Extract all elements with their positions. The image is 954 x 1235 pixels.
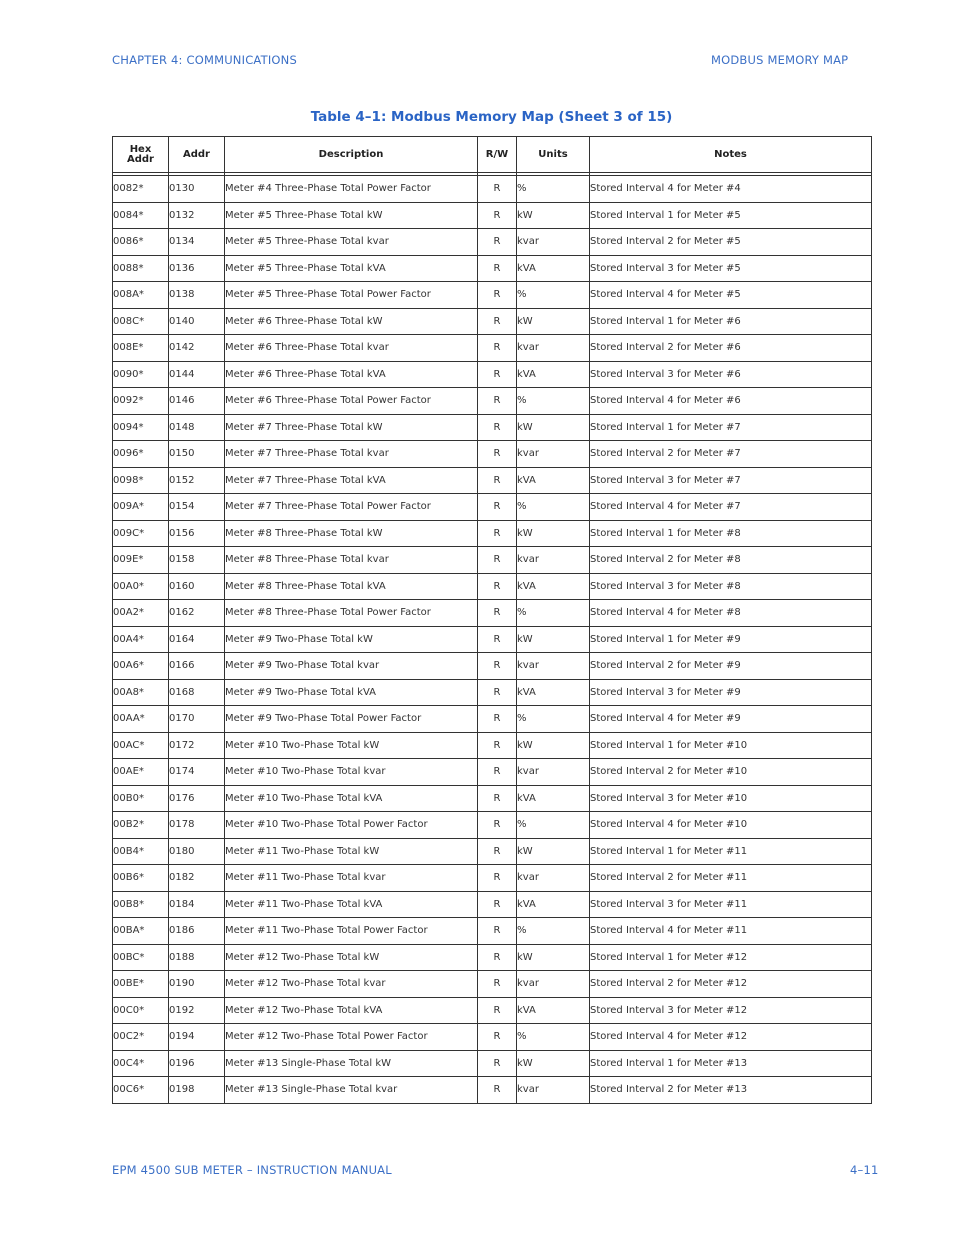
cell-hex-addr: 00B8* bbox=[113, 891, 169, 918]
table-row bbox=[113, 388, 872, 415]
cell-rw: R bbox=[478, 467, 517, 494]
table-row bbox=[113, 335, 872, 362]
cell-hex-addr: 0094* bbox=[113, 414, 169, 441]
cell-hex-addr: 00B6* bbox=[113, 865, 169, 892]
table-row bbox=[113, 1050, 872, 1077]
cell-units: kvar bbox=[517, 865, 590, 892]
cell-hex-addr: 0088* bbox=[113, 255, 169, 282]
cell-description: Meter #8 Three-Phase Total Power Factor bbox=[225, 600, 478, 627]
cell-rw: R bbox=[478, 997, 517, 1024]
cell-hex-addr: 00C4* bbox=[113, 1050, 169, 1077]
cell-hex-addr: 0082* bbox=[113, 176, 169, 203]
cell-description: Meter #8 Three-Phase Total kVA bbox=[225, 573, 478, 600]
cell-rw: R bbox=[478, 335, 517, 362]
cell-rw: R bbox=[478, 202, 517, 229]
cell-notes: Stored Interval 3 for Meter #10 bbox=[590, 785, 872, 812]
cell-description: Meter #5 Three-Phase Total kvar bbox=[225, 229, 478, 256]
cell-notes: Stored Interval 1 for Meter #10 bbox=[590, 732, 872, 759]
cell-addr: 0148 bbox=[169, 414, 225, 441]
table-row bbox=[113, 282, 872, 309]
cell-notes: Stored Interval 3 for Meter #9 bbox=[590, 679, 872, 706]
table-row bbox=[113, 706, 872, 733]
cell-rw: R bbox=[478, 626, 517, 653]
table-row bbox=[113, 176, 872, 203]
modbus-memory-map-table bbox=[112, 136, 872, 1104]
cell-description: Meter #13 Single-Phase Total kvar bbox=[225, 1077, 478, 1104]
running-header-chapter: CHAPTER 4: COMMUNICATIONS bbox=[112, 53, 297, 67]
cell-description: Meter #7 Three-Phase Total Power Factor bbox=[225, 494, 478, 521]
cell-units: kVA bbox=[517, 785, 590, 812]
cell-hex-addr: 0092* bbox=[113, 388, 169, 415]
cell-addr: 0130 bbox=[169, 176, 225, 203]
cell-addr: 0178 bbox=[169, 812, 225, 839]
cell-hex-addr: 009C* bbox=[113, 520, 169, 547]
cell-units: kW bbox=[517, 838, 590, 865]
cell-units: % bbox=[517, 706, 590, 733]
cell-addr: 0172 bbox=[169, 732, 225, 759]
cell-notes: Stored Interval 4 for Meter #7 bbox=[590, 494, 872, 521]
cell-units: kW bbox=[517, 732, 590, 759]
cell-rw: R bbox=[478, 547, 517, 574]
cell-units: % bbox=[517, 600, 590, 627]
cell-rw: R bbox=[478, 759, 517, 786]
cell-hex-addr: 00BA* bbox=[113, 918, 169, 945]
cell-hex-addr: 009E* bbox=[113, 547, 169, 574]
cell-description: Meter #10 Two-Phase Total Power Factor bbox=[225, 812, 478, 839]
cell-description: Meter #13 Single-Phase Total kW bbox=[225, 1050, 478, 1077]
cell-addr: 0190 bbox=[169, 971, 225, 998]
cell-description: Meter #12 Two-Phase Total kVA bbox=[225, 997, 478, 1024]
cell-units: kvar bbox=[517, 1077, 590, 1104]
cell-notes: Stored Interval 2 for Meter #9 bbox=[590, 653, 872, 680]
table-row bbox=[113, 441, 872, 468]
cell-hex-addr: 00B4* bbox=[113, 838, 169, 865]
cell-hex-addr: 00BC* bbox=[113, 944, 169, 971]
cell-notes: Stored Interval 4 for Meter #8 bbox=[590, 600, 872, 627]
cell-rw: R bbox=[478, 891, 517, 918]
cell-units: kvar bbox=[517, 653, 590, 680]
table-row bbox=[113, 971, 872, 998]
cell-addr: 0192 bbox=[169, 997, 225, 1024]
cell-notes: Stored Interval 1 for Meter #7 bbox=[590, 414, 872, 441]
table-row bbox=[113, 1077, 872, 1104]
cell-hex-addr: 00AA* bbox=[113, 706, 169, 733]
cell-hex-addr: 009A* bbox=[113, 494, 169, 521]
cell-rw: R bbox=[478, 600, 517, 627]
cell-description: Meter #12 Two-Phase Total kvar bbox=[225, 971, 478, 998]
cell-hex-addr: 008A* bbox=[113, 282, 169, 309]
cell-hex-addr: 00A0* bbox=[113, 573, 169, 600]
cell-notes: Stored Interval 1 for Meter #8 bbox=[590, 520, 872, 547]
cell-notes: Stored Interval 2 for Meter #12 bbox=[590, 971, 872, 998]
cell-units: kW bbox=[517, 414, 590, 441]
column-header-description: Description bbox=[225, 137, 478, 173]
cell-hex-addr: 00C0* bbox=[113, 997, 169, 1024]
cell-rw: R bbox=[478, 706, 517, 733]
cell-notes: Stored Interval 2 for Meter #6 bbox=[590, 335, 872, 362]
cell-units: kvar bbox=[517, 441, 590, 468]
cell-hex-addr: 00AC* bbox=[113, 732, 169, 759]
cell-description: Meter #5 Three-Phase Total kVA bbox=[225, 255, 478, 282]
cell-addr: 0184 bbox=[169, 891, 225, 918]
cell-addr: 0146 bbox=[169, 388, 225, 415]
cell-units: kvar bbox=[517, 971, 590, 998]
cell-description: Meter #7 Three-Phase Total kVA bbox=[225, 467, 478, 494]
cell-hex-addr: 00BE* bbox=[113, 971, 169, 998]
cell-addr: 0176 bbox=[169, 785, 225, 812]
cell-description: Meter #9 Two-Phase Total kvar bbox=[225, 653, 478, 680]
cell-description: Meter #7 Three-Phase Total kW bbox=[225, 414, 478, 441]
cell-addr: 0166 bbox=[169, 653, 225, 680]
cell-notes: Stored Interval 2 for Meter #8 bbox=[590, 547, 872, 574]
cell-description: Meter #12 Two-Phase Total Power Factor bbox=[225, 1024, 478, 1051]
table-row bbox=[113, 547, 872, 574]
table-row bbox=[113, 679, 872, 706]
cell-notes: Stored Interval 4 for Meter #11 bbox=[590, 918, 872, 945]
cell-rw: R bbox=[478, 1077, 517, 1104]
cell-rw: R bbox=[478, 785, 517, 812]
column-header-hex-line2: Addr bbox=[127, 153, 154, 165]
footer-manual-title: EPM 4500 SUB METER – INSTRUCTION MANUAL bbox=[112, 1163, 392, 1177]
cell-addr: 0182 bbox=[169, 865, 225, 892]
cell-description: Meter #11 Two-Phase Total Power Factor bbox=[225, 918, 478, 945]
cell-notes: Stored Interval 3 for Meter #12 bbox=[590, 997, 872, 1024]
table-row bbox=[113, 414, 872, 441]
cell-notes: Stored Interval 4 for Meter #5 bbox=[590, 282, 872, 309]
cell-notes: Stored Interval 3 for Meter #11 bbox=[590, 891, 872, 918]
cell-description: Meter #9 Two-Phase Total Power Factor bbox=[225, 706, 478, 733]
cell-rw: R bbox=[478, 838, 517, 865]
table-row bbox=[113, 255, 872, 282]
cell-addr: 0158 bbox=[169, 547, 225, 574]
table-row bbox=[113, 494, 872, 521]
column-header-hex-line1: Hex bbox=[129, 143, 152, 155]
cell-units: kW bbox=[517, 1050, 590, 1077]
cell-addr: 0154 bbox=[169, 494, 225, 521]
table-row bbox=[113, 361, 872, 388]
table-row bbox=[113, 891, 872, 918]
cell-rw: R bbox=[478, 732, 517, 759]
table-body bbox=[113, 176, 872, 1104]
cell-addr: 0138 bbox=[169, 282, 225, 309]
cell-addr: 0144 bbox=[169, 361, 225, 388]
cell-notes: Stored Interval 3 for Meter #7 bbox=[590, 467, 872, 494]
cell-units: kW bbox=[517, 308, 590, 335]
cell-notes: Stored Interval 2 for Meter #13 bbox=[590, 1077, 872, 1104]
cell-description: Meter #11 Two-Phase Total kVA bbox=[225, 891, 478, 918]
cell-hex-addr: 008E* bbox=[113, 335, 169, 362]
cell-addr: 0160 bbox=[169, 573, 225, 600]
cell-rw: R bbox=[478, 361, 517, 388]
table-header-row bbox=[113, 137, 872, 173]
table-row bbox=[113, 785, 872, 812]
cell-description: Meter #6 Three-Phase Total kVA bbox=[225, 361, 478, 388]
cell-rw: R bbox=[478, 176, 517, 203]
cell-units: kvar bbox=[517, 547, 590, 574]
cell-description: Meter #10 Two-Phase Total kW bbox=[225, 732, 478, 759]
cell-hex-addr: 00A6* bbox=[113, 653, 169, 680]
table-row bbox=[113, 918, 872, 945]
footer-page-number: 4–11 bbox=[850, 1163, 879, 1177]
column-header-rw: R/W bbox=[478, 137, 517, 173]
cell-notes: Stored Interval 2 for Meter #5 bbox=[590, 229, 872, 256]
cell-description: Meter #9 Two-Phase Total kW bbox=[225, 626, 478, 653]
cell-rw: R bbox=[478, 282, 517, 309]
cell-rw: R bbox=[478, 494, 517, 521]
cell-addr: 0194 bbox=[169, 1024, 225, 1051]
table-row bbox=[113, 944, 872, 971]
cell-addr: 0136 bbox=[169, 255, 225, 282]
table-row bbox=[113, 229, 872, 256]
cell-rw: R bbox=[478, 944, 517, 971]
cell-rw: R bbox=[478, 388, 517, 415]
cell-description: Meter #5 Three-Phase Total kW bbox=[225, 202, 478, 229]
cell-units: kvar bbox=[517, 229, 590, 256]
cell-addr: 0168 bbox=[169, 679, 225, 706]
cell-units: % bbox=[517, 282, 590, 309]
table-row bbox=[113, 467, 872, 494]
cell-hex-addr: 0096* bbox=[113, 441, 169, 468]
cell-units: kW bbox=[517, 626, 590, 653]
cell-notes: Stored Interval 4 for Meter #12 bbox=[590, 1024, 872, 1051]
table-row bbox=[113, 520, 872, 547]
cell-units: kVA bbox=[517, 467, 590, 494]
cell-units: % bbox=[517, 812, 590, 839]
column-header-hex-addr bbox=[113, 137, 169, 173]
table-row bbox=[113, 997, 872, 1024]
table-row bbox=[113, 865, 872, 892]
cell-hex-addr: 00AE* bbox=[113, 759, 169, 786]
column-header-notes: Notes bbox=[590, 137, 872, 173]
table-row bbox=[113, 202, 872, 229]
cell-notes: Stored Interval 3 for Meter #6 bbox=[590, 361, 872, 388]
cell-units: kvar bbox=[517, 335, 590, 362]
cell-rw: R bbox=[478, 679, 517, 706]
cell-notes: Stored Interval 2 for Meter #7 bbox=[590, 441, 872, 468]
cell-hex-addr: 00C2* bbox=[113, 1024, 169, 1051]
cell-units: % bbox=[517, 494, 590, 521]
cell-description: Meter #6 Three-Phase Total kW bbox=[225, 308, 478, 335]
cell-addr: 0188 bbox=[169, 944, 225, 971]
cell-addr: 0198 bbox=[169, 1077, 225, 1104]
cell-addr: 0156 bbox=[169, 520, 225, 547]
cell-units: kVA bbox=[517, 679, 590, 706]
cell-units: kW bbox=[517, 944, 590, 971]
cell-addr: 0162 bbox=[169, 600, 225, 627]
cell-units: kVA bbox=[517, 255, 590, 282]
cell-addr: 0152 bbox=[169, 467, 225, 494]
cell-hex-addr: 00A4* bbox=[113, 626, 169, 653]
cell-addr: 0170 bbox=[169, 706, 225, 733]
table-row bbox=[113, 653, 872, 680]
cell-rw: R bbox=[478, 971, 517, 998]
cell-hex-addr: 0098* bbox=[113, 467, 169, 494]
table-row bbox=[113, 812, 872, 839]
cell-rw: R bbox=[478, 308, 517, 335]
cell-description: Meter #9 Two-Phase Total kVA bbox=[225, 679, 478, 706]
cell-hex-addr: 00C6* bbox=[113, 1077, 169, 1104]
cell-notes: Stored Interval 2 for Meter #10 bbox=[590, 759, 872, 786]
cell-rw: R bbox=[478, 229, 517, 256]
cell-notes: Stored Interval 1 for Meter #13 bbox=[590, 1050, 872, 1077]
cell-rw: R bbox=[478, 441, 517, 468]
cell-units: kW bbox=[517, 520, 590, 547]
column-header-units: Units bbox=[517, 137, 590, 173]
cell-rw: R bbox=[478, 520, 517, 547]
cell-units: kW bbox=[517, 202, 590, 229]
cell-addr: 0142 bbox=[169, 335, 225, 362]
cell-rw: R bbox=[478, 865, 517, 892]
cell-units: kvar bbox=[517, 759, 590, 786]
cell-hex-addr: 0090* bbox=[113, 361, 169, 388]
cell-units: % bbox=[517, 1024, 590, 1051]
cell-addr: 0140 bbox=[169, 308, 225, 335]
cell-hex-addr: 00A8* bbox=[113, 679, 169, 706]
cell-description: Meter #10 Two-Phase Total kVA bbox=[225, 785, 478, 812]
cell-rw: R bbox=[478, 573, 517, 600]
cell-description: Meter #11 Two-Phase Total kW bbox=[225, 838, 478, 865]
table-row bbox=[113, 1024, 872, 1051]
cell-addr: 0150 bbox=[169, 441, 225, 468]
cell-hex-addr: 00B0* bbox=[113, 785, 169, 812]
cell-notes: Stored Interval 4 for Meter #4 bbox=[590, 176, 872, 203]
cell-notes: Stored Interval 1 for Meter #6 bbox=[590, 308, 872, 335]
cell-notes: Stored Interval 3 for Meter #8 bbox=[590, 573, 872, 600]
cell-units: % bbox=[517, 176, 590, 203]
cell-units: % bbox=[517, 388, 590, 415]
table-row bbox=[113, 759, 872, 786]
cell-notes: Stored Interval 1 for Meter #12 bbox=[590, 944, 872, 971]
cell-rw: R bbox=[478, 255, 517, 282]
cell-addr: 0196 bbox=[169, 1050, 225, 1077]
cell-hex-addr: 00A2* bbox=[113, 600, 169, 627]
cell-hex-addr: 0086* bbox=[113, 229, 169, 256]
cell-units: % bbox=[517, 918, 590, 945]
cell-description: Meter #5 Three-Phase Total Power Factor bbox=[225, 282, 478, 309]
table-row bbox=[113, 573, 872, 600]
cell-description: Meter #8 Three-Phase Total kvar bbox=[225, 547, 478, 574]
cell-rw: R bbox=[478, 414, 517, 441]
cell-units: kVA bbox=[517, 361, 590, 388]
cell-hex-addr: 00B2* bbox=[113, 812, 169, 839]
table-title: Table 4–1: Modbus Memory Map (Sheet 3 of 15) bbox=[310, 109, 673, 125]
cell-description: Meter #7 Three-Phase Total kvar bbox=[225, 441, 478, 468]
cell-description: Meter #6 Three-Phase Total Power Factor bbox=[225, 388, 478, 415]
cell-notes: Stored Interval 1 for Meter #9 bbox=[590, 626, 872, 653]
table-row bbox=[113, 600, 872, 627]
column-header-addr: Addr bbox=[169, 137, 225, 173]
cell-description: Meter #6 Three-Phase Total kvar bbox=[225, 335, 478, 362]
cell-addr: 0132 bbox=[169, 202, 225, 229]
cell-description: Meter #11 Two-Phase Total kvar bbox=[225, 865, 478, 892]
cell-rw: R bbox=[478, 812, 517, 839]
cell-addr: 0164 bbox=[169, 626, 225, 653]
cell-notes: Stored Interval 1 for Meter #11 bbox=[590, 838, 872, 865]
cell-description: Meter #12 Two-Phase Total kW bbox=[225, 944, 478, 971]
cell-description: Meter #10 Two-Phase Total kvar bbox=[225, 759, 478, 786]
cell-notes: Stored Interval 3 for Meter #5 bbox=[590, 255, 872, 282]
cell-hex-addr: 008C* bbox=[113, 308, 169, 335]
cell-notes: Stored Interval 1 for Meter #5 bbox=[590, 202, 872, 229]
cell-addr: 0186 bbox=[169, 918, 225, 945]
running-header-section: MODBUS MEMORY MAP bbox=[711, 53, 849, 67]
cell-units: kVA bbox=[517, 891, 590, 918]
cell-hex-addr: 0084* bbox=[113, 202, 169, 229]
cell-notes: Stored Interval 4 for Meter #9 bbox=[590, 706, 872, 733]
cell-rw: R bbox=[478, 1050, 517, 1077]
table-row bbox=[113, 626, 872, 653]
cell-description: Meter #8 Three-Phase Total kW bbox=[225, 520, 478, 547]
cell-description: Meter #4 Three-Phase Total Power Factor bbox=[225, 176, 478, 203]
cell-addr: 0134 bbox=[169, 229, 225, 256]
cell-notes: Stored Interval 4 for Meter #6 bbox=[590, 388, 872, 415]
table-row bbox=[113, 308, 872, 335]
cell-addr: 0180 bbox=[169, 838, 225, 865]
cell-units: kVA bbox=[517, 573, 590, 600]
cell-rw: R bbox=[478, 918, 517, 945]
cell-addr: 0174 bbox=[169, 759, 225, 786]
table-row bbox=[113, 838, 872, 865]
table-row bbox=[113, 732, 872, 759]
cell-rw: R bbox=[478, 1024, 517, 1051]
cell-notes: Stored Interval 2 for Meter #11 bbox=[590, 865, 872, 892]
cell-rw: R bbox=[478, 653, 517, 680]
cell-notes: Stored Interval 4 for Meter #10 bbox=[590, 812, 872, 839]
cell-units: kVA bbox=[517, 997, 590, 1024]
